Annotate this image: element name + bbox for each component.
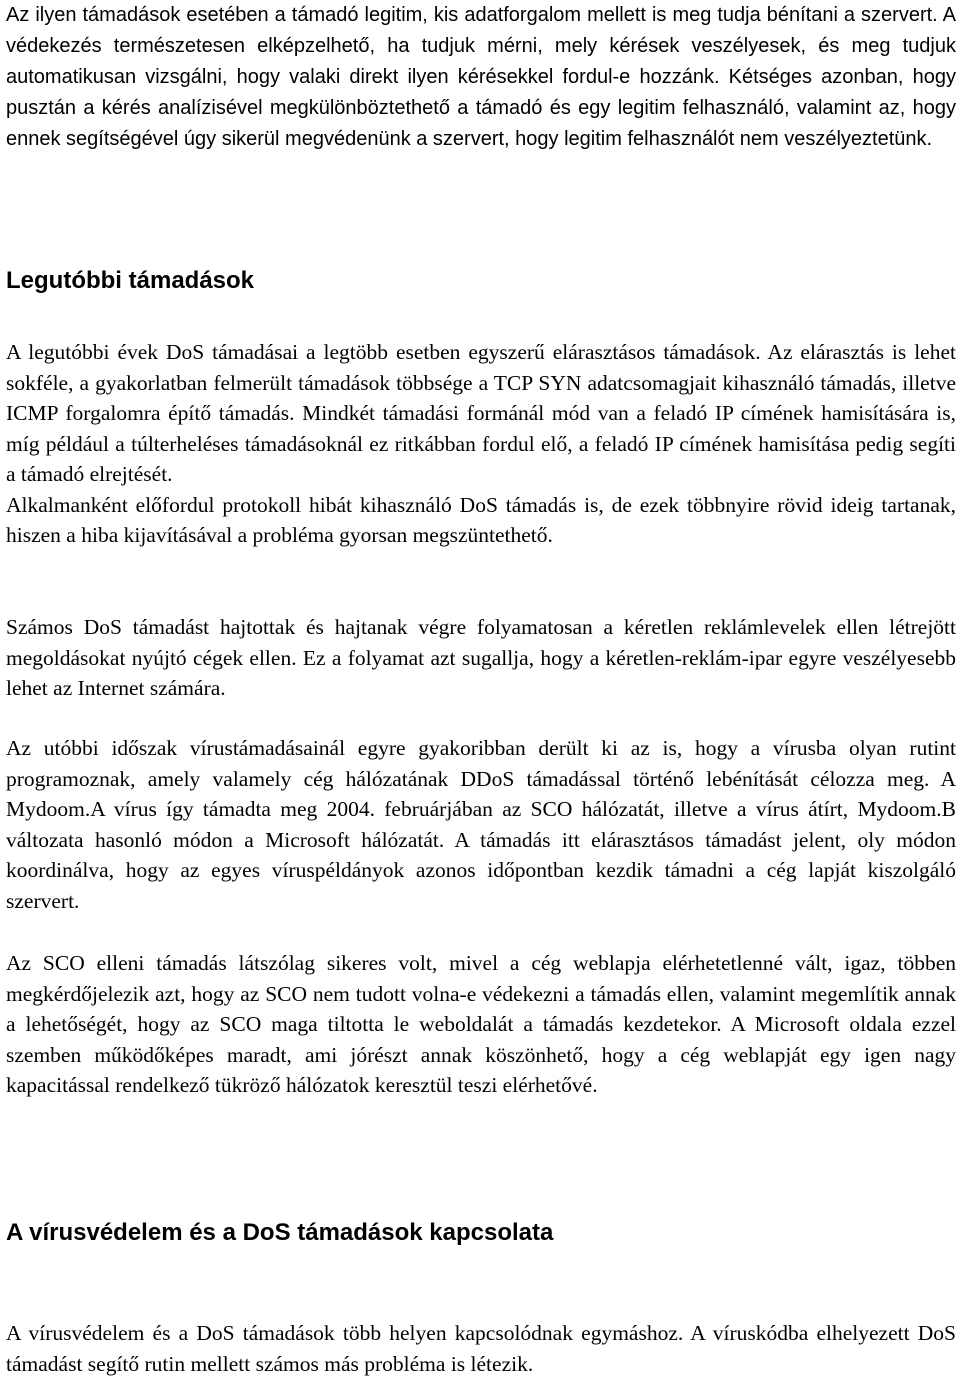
section-virus-protection-body: [6, 1318, 956, 1379]
section-virus-protection: [6, 1218, 956, 1248]
paragraph: A vírusvédelem és a DoS támadások több helyen kapcsolódnak egymáshoz. A víruskódba elhelyezett DoS támadást segítő rutin mellett számos más probléma is létezik.: [6, 1321, 956, 1376]
intro-paragraph: Az ilyen támadások esetében a támadó legitim, kis adatforgalom mellett is meg tudja bénítani a szervert. A védekezés természetesen elképzelhető, ha tudjuk mérni, mely kérések veszélyesek, és meg tudjuk automatikusan vizsgálni, hogy valaki direkt ilyen kérésekkel fordul-e hozzánk. Kétséges azonban, hogy pusztán a kérés analízisével megkülönböztethető a támadó és egy legitim felhasználó, valamint az, hogy ennek segítségével úgy sikerül megvédenünk a szervert, hogy legitim felhasználót nem veszélyeztetünk.: [6, 4, 956, 150]
section-recent-attacks: [6, 266, 956, 296]
virus-paragraph-block: [6, 733, 956, 916]
intro-section: [6, 0, 956, 155]
spam-paragraph-block: [6, 612, 956, 704]
paragraph: Számos DoS támadást hajtottak és hajtanak végre folyamatosan a kéretlen reklámlevelek ellen létrejött megoldásokat nyújtó cégek ellen. Ez a folyamat azt sugallja, hogy a kéretlen-reklám-ipar egyre veszélyesebb lehet az Internet számára.: [6, 615, 956, 700]
sco-paragraph-block: [6, 948, 956, 1101]
paragraph: Az utóbbi időszak vírustámadásainál egyre gyakoribban derült ki az is, hogy a vírusba olyan rutint programoznak, amely valamely cég hálózatának DDoS támadással történő lebénítását célozza meg. A Mydoom.A vírus így támadta meg 2004. februárjában az SCO hálózatát, illetve a vírus átírt, Mydoom.B változata hasonló módon a Microsoft hálózatát. A támadás itt elárasztásos támadást jelent, oly módon koordinálva, hogy az egyes víruspéldányok azonos időpontban kezdik támadni a cég lapját kiszolgáló szervert.: [6, 736, 956, 913]
section-heading: Legutóbbi támadások: [6, 267, 255, 294]
paragraph: Az SCO elleni támadás látszólag sikeres volt, mivel a cég weblapja elérhetetlenné vált, igaz, többen megkérdőjelezik azt, hogy az SCO nem tudott volna-e védekezni a támadás ellen, valamint megemlítik annak a lehetőségét, hogy az SCO maga tiltotta le weboldalát a támadás kezdetekor. A Microsoft oldala ezzel szemben működőképes maradt, ami jórészt annak köszönhető, hogy a cég weblapját egy igen nagy kapacitással rendelkező tükröző hálózatok keresztül teszi elérhetővé.: [6, 951, 956, 1097]
section-recent-attacks-body: [6, 337, 956, 551]
paragraph: Alkalmanként előfordul protokoll hibát kihasználó DoS támadás is, de ezek többnyire rövid ideig tartanak, hiszen a hiba kijavításával a probléma gyorsan megszüntethető.: [6, 492, 956, 547]
paragraph: A legutóbbi évek DoS támadásai a legtöbb esetben egyszerű elárasztásos támadások. Az elárasztás is lehet sokféle, a gyakorlatban felmerült támadások többsége a TCP SYN adatcsomagjait kihasználó támadás, illetve ICMP forgalomra építő támadás. Mindkét támadási formánál mód van a feladó IP címének hamisítására is, míg például a túlterheléses támadásoknál ez ritkábban fordul elő, a feladó IP címének hamisítása pedig segíti a támadó elrejtését.: [6, 340, 956, 486]
section-heading: A vírusvédelem és a DoS támadások kapcsolata: [6, 1219, 554, 1246]
